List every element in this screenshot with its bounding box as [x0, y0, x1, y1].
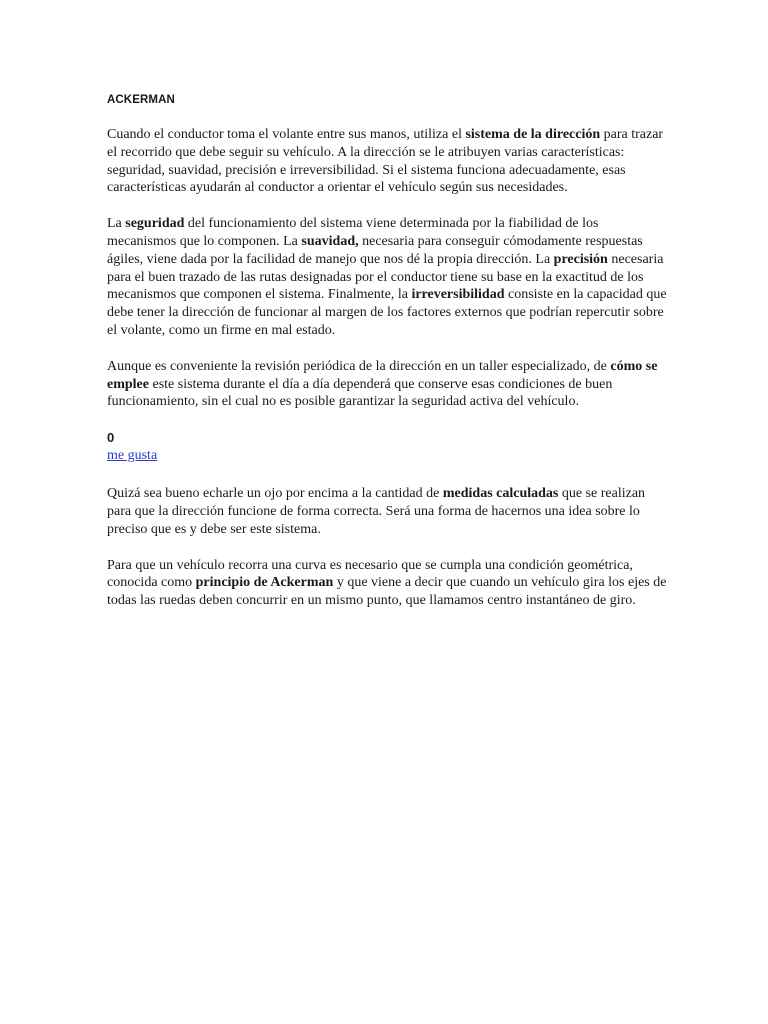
bold-term: seguridad [125, 216, 185, 232]
paragraph-text: para trazar el recorrido que debe seguir su vehículo. A la dirección se le atribuyen varias características: seguridad, suavidad, precisión e irreversibilidad. Si el sistema funciona adecuadamente, esas características ayudarán al conductor a orientar el vehículo según sus necesidades. [107, 127, 664, 196]
bold-term: cómo se emplee [107, 358, 658, 392]
bold-term: principio de Ackerman [195, 575, 334, 591]
paragraph-text: necesaria para conseguir cómodamente respuestas ágiles, viene dada por la facilidad de manejo que nos dé la propia dirección. La [107, 233, 643, 267]
bold-term: suavidad, [301, 233, 359, 249]
bold-term: sistema de la dirección [465, 127, 601, 142]
bold-term: medidas calculadas [442, 486, 559, 502]
paragraph-text: Quizá sea bueno echarle un ojo por encima a la cantidad de [107, 486, 443, 502]
like-link[interactable]: me gusta [107, 448, 158, 464]
paragraph-maintenance [107, 358, 668, 411]
paragraph-text: del funcionamiento del sistema viene determinada por la fiabilidad de los mecanismos que lo componen. La [107, 216, 599, 249]
paragraph-text: que se realizan para que la dirección funcione de forma correcta. Será una forma de hacernos una idea sobre lo preciso que es y debe ser este sistema. [107, 486, 646, 537]
paragraph-text: La [107, 216, 126, 232]
paragraph-text: Cuando el conductor toma el volante entre sus manos, utiliza el [107, 127, 466, 142]
paragraph-text: y que viene a decir que cuando un vehículo gira los ejes de todas las ruedas deben concurrir en un mismo punto, que llamamos centro instantáneo de giro. [107, 575, 667, 609]
paragraph-text: consiste en la capacidad que debe tener la dirección de funcionar al margen de los factores externos que podrían repercutir sobre el volante, como un firme en mal estado. [107, 287, 667, 338]
paragraph-text: Aunque es conveniente la revisión periódica de la dirección en un taller especializado, de [107, 358, 611, 374]
paragraph-steering-system [107, 126, 668, 197]
paragraph-characteristics [107, 215, 668, 340]
paragraph-text: necesaria para el buen trazado de las rutas designadas por el conductor tiene su base en la exactitud de los mecanismos que componen el sistema. Finalmente, la [107, 251, 664, 303]
document-title: ACKERMAN [107, 94, 175, 106]
paragraph-ackerman-principle [107, 557, 668, 610]
like-count: 0 [107, 430, 115, 446]
paragraph-text: este sistema durante el día a día dependerá que conserve esas condiciones de buen funcionamiento, sin el cual no es posible garantizar la seguridad activa del vehículo. [107, 376, 613, 410]
paragraph-text: Para que un vehículo recorra una curva es necesario que se cumpla una condición geométrica, conocida como [107, 557, 633, 591]
bold-term: precisión [553, 251, 608, 267]
bold-term: irreversibilidad [411, 287, 505, 303]
paragraph-measurements [107, 485, 668, 538]
